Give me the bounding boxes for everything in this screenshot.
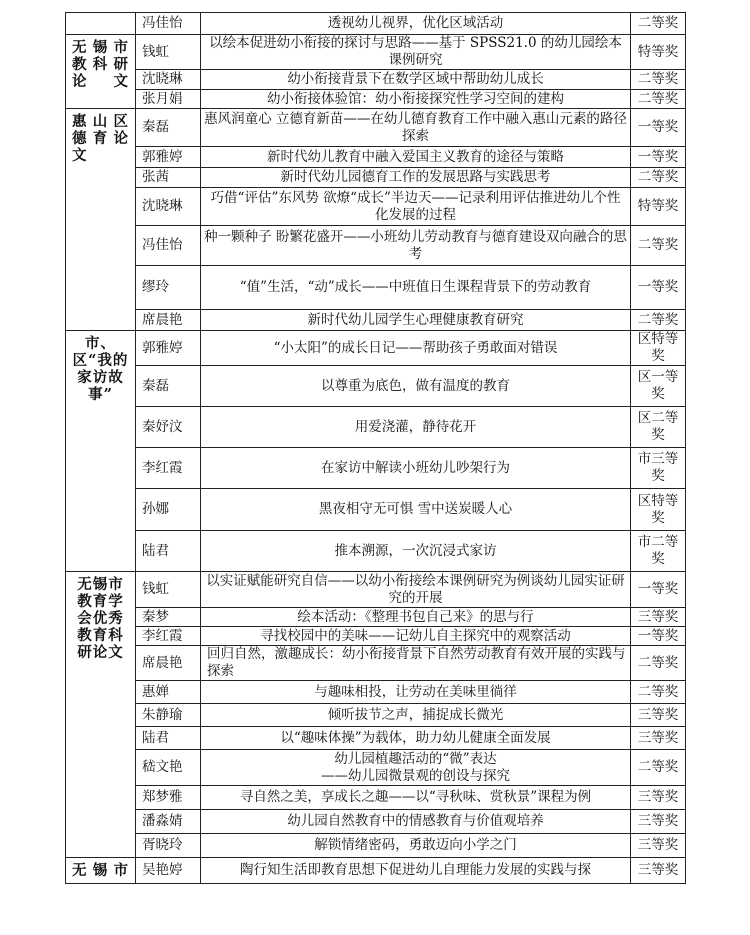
title-cell: 种一颗种子 盼繁花盛开——小班幼儿劳动教育与德育建设双向融合的思考	[201, 226, 631, 266]
category-cell: 无锡市教育学会优秀教育科研论文	[66, 572, 136, 858]
name-cell: 吴艳婷	[136, 858, 201, 884]
title-cell: 以实证赋能研究自信——以幼小衔接绘本课例研究为例谈幼儿园实证研究的开展	[201, 572, 631, 608]
name-cell: 李红霞	[136, 627, 201, 646]
table-row	[66, 109, 686, 147]
award-cell: 区特等奖	[631, 331, 686, 366]
award-cell: 一等奖	[631, 147, 686, 168]
title-cell: 寻自然之美，享成长之趣——以“寻秋味、赏秋景”课程为例	[201, 786, 631, 810]
award-cell: 一等奖	[631, 627, 686, 646]
award-cell: 三等奖	[631, 704, 686, 727]
title-cell: 与趣味相投，让劳动在美味里徜徉	[201, 681, 631, 704]
name-cell: 秦梦	[136, 608, 201, 627]
title-cell: 倾听拔节之声，捕捉成长微光	[201, 704, 631, 727]
title-cell: 陶行知生活即教育思想下促进幼儿自理能力发展的实践与探	[201, 858, 631, 884]
name-cell: 缪玲	[136, 266, 201, 310]
name-cell: 秦妤汶	[136, 407, 201, 448]
table-row	[66, 168, 686, 188]
name-cell: 惠婵	[136, 681, 201, 704]
name-cell: 李红霞	[136, 448, 201, 489]
table-row	[66, 70, 686, 90]
name-cell: 钱虹	[136, 35, 201, 70]
title-cell: 黑夜相守无可惧 雪中送炭暖人心	[201, 489, 631, 531]
table-row	[66, 310, 686, 331]
table-row	[66, 786, 686, 810]
award-cell: 二等奖	[631, 226, 686, 266]
table-row	[66, 13, 686, 35]
table-row	[66, 608, 686, 627]
table-row	[66, 407, 686, 448]
table-row	[66, 834, 686, 858]
category-cell: 无锡市教科研论文	[66, 35, 136, 109]
table-row	[66, 750, 686, 786]
award-cell: 二等奖	[631, 168, 686, 188]
title-cell: 新时代幼儿园学生心理健康教育研究	[201, 310, 631, 331]
title-cell: 用爱浇灌，静待花开	[201, 407, 631, 448]
name-cell: 秦磊	[136, 109, 201, 147]
table-row	[66, 366, 686, 407]
table-row	[66, 858, 686, 884]
title-cell: 幼儿园植趣活动的“微”表达 ——幼儿园微景观的创设与探究	[201, 750, 631, 786]
award-cell: 一等奖	[631, 572, 686, 608]
table-row	[66, 531, 686, 572]
name-cell: 张茜	[136, 168, 201, 188]
award-cell: 一等奖	[631, 266, 686, 310]
award-cell: 二等奖	[631, 646, 686, 681]
title-cell: 以尊重为底色，做有温度的教育	[201, 366, 631, 407]
table-row	[66, 226, 686, 266]
award-cell: 二等奖	[631, 13, 686, 35]
award-cell: 二等奖	[631, 70, 686, 90]
name-cell: 孙娜	[136, 489, 201, 531]
award-cell: 一等奖	[631, 109, 686, 147]
title-cell: 幼小衔接背景下在数学区域中帮助幼儿成长	[201, 70, 631, 90]
name-cell: 郭雅婷	[136, 147, 201, 168]
name-cell: 冯佳怡	[136, 13, 201, 35]
table-row	[66, 266, 686, 310]
award-cell: 区特等奖	[631, 489, 686, 531]
award-cell: 市三等奖	[631, 448, 686, 489]
name-cell: 席晨艳	[136, 646, 201, 681]
name-cell: 郑梦雅	[136, 786, 201, 810]
category-cell: 无锡市	[66, 858, 136, 884]
table-row	[66, 147, 686, 168]
name-cell: 郭雅婷	[136, 331, 201, 366]
title-cell: 解锁情绪密码，勇敢迈向小学之门	[201, 834, 631, 858]
name-cell: 胥晓玲	[136, 834, 201, 858]
name-cell: 钱虹	[136, 572, 201, 608]
name-cell: 张月娟	[136, 90, 201, 109]
title-cell: 回归自然，激趣成长：幼小衔接背景下自然劳动教育有效开展的实践与探索	[201, 646, 631, 681]
table-row	[66, 572, 686, 608]
table-row	[66, 489, 686, 531]
table-row	[66, 681, 686, 704]
category-cell: 市、区“我的家访故事”	[66, 331, 136, 572]
award-cell: 特等奖	[631, 188, 686, 226]
title-cell: 在家访中解读小班幼儿吵架行为	[201, 448, 631, 489]
table-row	[66, 90, 686, 109]
table-row	[66, 727, 686, 750]
title-cell: 幼小衔接体验馆：幼小衔接探究性学习空间的建构	[201, 90, 631, 109]
title-cell: 绘本活动：《整理书包自己来》的思与行	[201, 608, 631, 627]
name-cell: 陆君	[136, 727, 201, 750]
title-cell: 惠风润童心 立德育新苗——在幼儿德育教育工作中融入惠山元素的路径探索	[201, 109, 631, 147]
table-row	[66, 35, 686, 70]
award-cell: 二等奖	[631, 681, 686, 704]
title-cell: 新时代幼儿教育中融入爱国主义教育的途径与策略	[201, 147, 631, 168]
title-cell: 幼儿园自然教育中的情感教育与价值观培养	[201, 810, 631, 834]
award-cell: 区二等奖	[631, 407, 686, 448]
award-cell: 三等奖	[631, 834, 686, 858]
awards-table-body	[66, 13, 686, 884]
table-row	[66, 704, 686, 727]
table-row	[66, 646, 686, 681]
award-cell: 三等奖	[631, 786, 686, 810]
table-row	[66, 810, 686, 834]
title-cell: 透视幼儿视界，优化区域活动	[201, 13, 631, 35]
title-cell: 新时代幼儿园德育工作的发展思路与实践思考	[201, 168, 631, 188]
table-row	[66, 331, 686, 366]
award-cell: 特等奖	[631, 35, 686, 70]
table-row	[66, 627, 686, 646]
title-cell: 以“趣味体操”为载体，助力幼儿健康全面发展	[201, 727, 631, 750]
award-cell: 二等奖	[631, 750, 686, 786]
title-cell: 以绘本促进幼小衔接的探讨与思路——基于 SPSS21.0 的幼儿园绘本课例研究	[201, 35, 631, 70]
name-cell: 潘淼婧	[136, 810, 201, 834]
name-cell: 朱静瑜	[136, 704, 201, 727]
award-cell: 区一等奖	[631, 366, 686, 407]
award-cell: 三等奖	[631, 858, 686, 884]
name-cell: 席晨艳	[136, 310, 201, 331]
name-cell: 沈晓琳	[136, 188, 201, 226]
title-cell: “小太阳”的成长日记——帮助孩子勇敢面对错误	[201, 331, 631, 366]
award-cell: 三等奖	[631, 810, 686, 834]
awards-table	[65, 12, 686, 884]
title-cell: 巧借“评估”东风势 欲燎“成长”半边天——记录利用评估推进幼儿个性化发展的过程	[201, 188, 631, 226]
title-cell: “值”生活，“动”成长——中班值日生课程背景下的劳动教育	[201, 266, 631, 310]
award-cell: 三等奖	[631, 727, 686, 750]
category-cell	[66, 13, 136, 35]
table-row	[66, 188, 686, 226]
award-cell: 二等奖	[631, 90, 686, 109]
title-cell: 推本溯源，一次沉浸式家访	[201, 531, 631, 572]
name-cell: 陆君	[136, 531, 201, 572]
table-row	[66, 448, 686, 489]
name-cell: 沈晓琳	[136, 70, 201, 90]
name-cell: 冯佳怡	[136, 226, 201, 266]
name-cell: 秦磊	[136, 366, 201, 407]
title-cell: 寻找校园中的美味——记幼儿自主探究中的观察活动	[201, 627, 631, 646]
category-cell: 惠山区德育论文	[66, 109, 136, 331]
name-cell: 嵇文艳	[136, 750, 201, 786]
award-cell: 三等奖	[631, 608, 686, 627]
award-cell: 市二等奖	[631, 531, 686, 572]
award-cell: 二等奖	[631, 310, 686, 331]
